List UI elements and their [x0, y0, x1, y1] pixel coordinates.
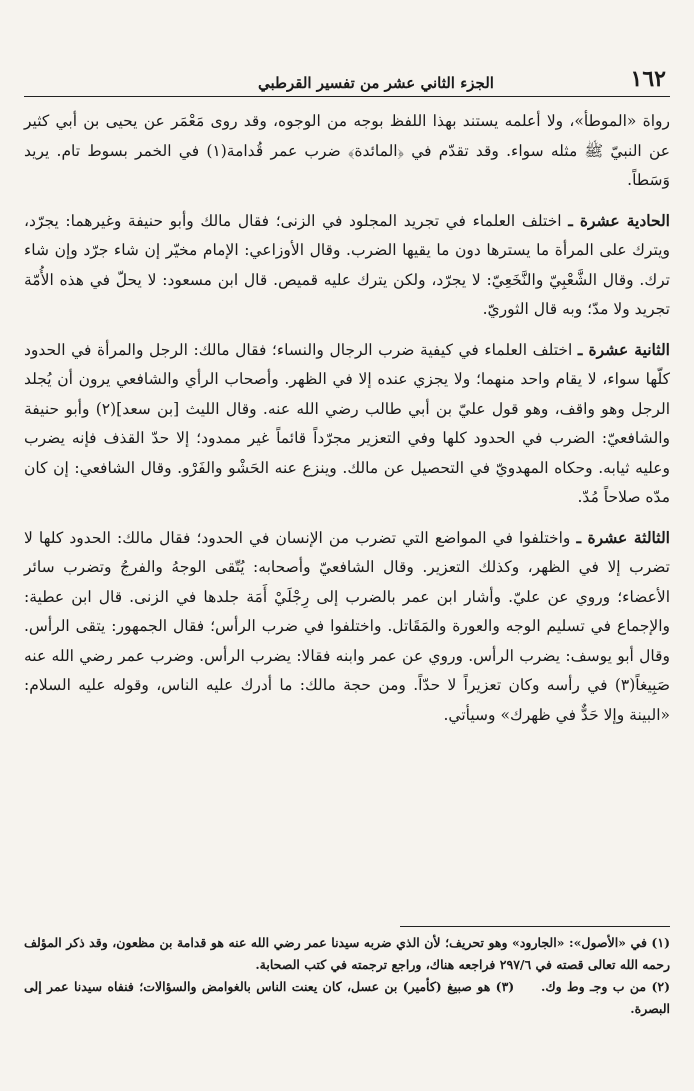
paragraph — [24, 106, 670, 196]
paragraph-text: رواة «الموطأ»، ولا أعلمه يستند بهذا اللفظ بوجه من الوجوه، وقد روى مَعْمَر عن يحيى بن أبي كثير عن النبيّ ﷺ مثله سواء. وقد تقدّم في ﴿المائدة﴾ ضرب عمر قُدامة(١) في الخمر بسوط تام. يريد وَسَطاً. — [24, 112, 670, 189]
paragraph — [24, 523, 670, 731]
paragraph-label: الحادية عشرة ـ — [568, 210, 670, 230]
paragraph — [24, 335, 670, 513]
footnote — [24, 976, 670, 1020]
paragraph-text: اختلف العلماء في تجريد المجلود في الزنى؛ فقال مالك وأبو حنيفة وغيرهما: يجرّد، ويترك على المرأة ما يسترها دون ما يقيها الضرب. وقال الأوزاعي: الإمام مخيّر إن شاء جرّد وإن شاء ترك. وقال الشَّعْبِيّ والنَّخَعِيّ: لا يجرّد، ولكن يترك عليه قميص. قال ابن مسعود: لا يحلّ في هذه الأُمّة تجريد ولا مدّ؛ وبه قال الثوريّ. — [24, 211, 670, 318]
running-title: الجزء الثاني عشر من تفسير القرطبي — [258, 74, 494, 92]
page-header — [28, 62, 666, 92]
paragraph-label: الثانية عشرة ـ — [577, 339, 670, 359]
paragraph-text: اختلف العلماء في كيفية ضرب الرجال والنساء؛ فقال مالك: الرجل والمرأة في الحدود كلّها سواء، لا يقام واحد منهما؛ ولا يجزي عنده إلا في الظهر. وأصحاب الرأي والشافعي يرون أن يُجلد الرجل وهو واقف، وهو قول عليّ بن أبي طالب رضي الله عنه. وقال الليث [بن سعد](٢) وأبو حنيفة والشافعيّ: الضرب في الحدود كلها وفي التعزير مجرّداً قائماً غير ممدود؛ إلا حدّ القذف فإنه يضرب وعليه ثيابه. وحكاه المهدويّ في التحصيل عن مالك. وينزع عنه الحَشْو والفَرْو. وقال الشافعي: إن كان مدّه صلاحاً مُدّ. — [24, 340, 670, 506]
page-number: ١٦٢ — [630, 66, 666, 92]
paragraph-label: الثالثة عشرة ـ — [576, 527, 670, 547]
footnote-rule — [400, 926, 670, 927]
paragraph-text: واختلفوا في المواضع التي تضرب من الإنسان في الحدود؛ فقال مالك: الحدود كلها لا تضرب إلا في الظهر، وكذلك التعزير. وقال الشافعيّ وأصحابه: يُتّقى الوجهُ والفرجُ وتضرب سائر الأعضاء؛ وروي عن عليّ. وأشار ابن عمر بالضرب إلى رِجْلَيْ أَمَة جلدها في الزنى. قال ابن عطية: والإجماع في تسليم الوجه والعورة والمَقَاتل. واختلفوا في ضرب الرأس؛ فقال الجمهور: يتقى الرأس. وقال أبو يوسف: يضرب الرأس. وروي عن عمر وابنه فقالا: يضرب الرأس. وضرب عمر رضي الله عنه صَبِيغاً(٣) في رأسه وكان تعزيراً لا حدّاً. ومن حجة مالك: ما أدرك عليه الناس، وقوله عليه السلام: «البينة وإلا حَدٌّ في ظهرك» وسيأتي. — [24, 528, 670, 724]
footnote: (٢) من ب وجـ وط وك. — [540, 979, 671, 994]
footnote: (٣) هو صبيغ (كأمير) بن عسل، كان يعنت الناس بالغوامض والسؤالات؛ فنفاه سيدنا عمر إلى البصرة. — [24, 979, 670, 1016]
header-rule — [24, 96, 670, 97]
footnotes — [24, 932, 670, 1020]
paragraph — [24, 206, 670, 325]
footnote: (١) في «الأصول»: «الجارود» وهو تحريف؛ لأن الذي ضربه سيدنا عمر رضي الله عنه هو قدامة بن مظعون، وقد ذكر المؤلف رحمه الله تعالى قصته في ٢٩٧/٦ فراجعه هناك، وراجع ترجمته في كتب الصحابة. — [24, 935, 670, 972]
main-text — [24, 106, 670, 740]
